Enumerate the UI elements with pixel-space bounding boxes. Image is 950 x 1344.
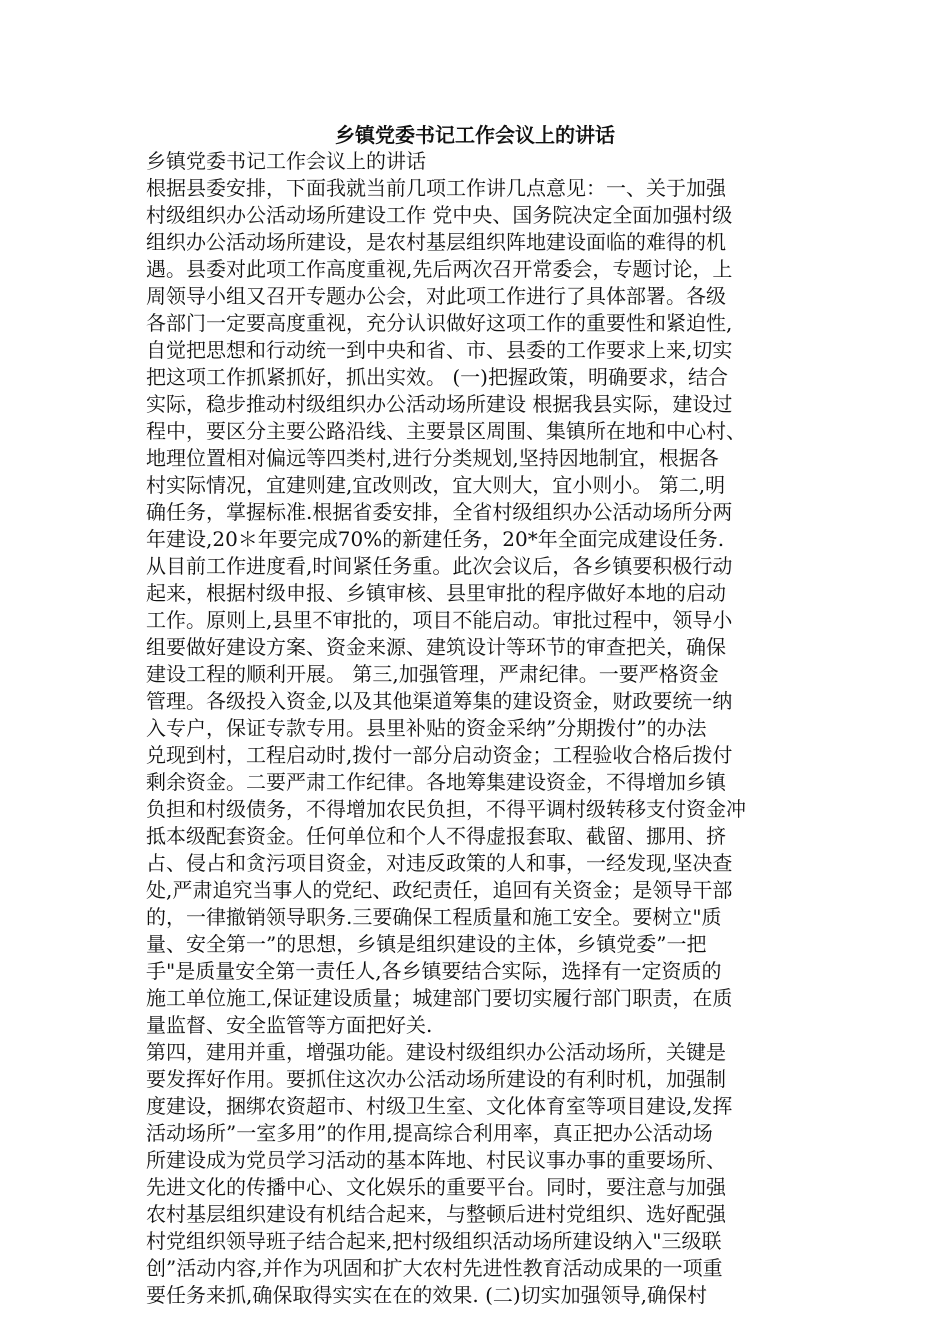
body-text-line: 剩余资金。二要严肃工作纪律。各地筹集建设资金，不得增加乡镇 (146, 770, 726, 794)
body-text-line: 量监督、安全监管等方面把好关. (146, 1013, 433, 1037)
body-text-line: 组织办公活动场所建设，是农村基层组织阵地建设面临的难得的机 (146, 230, 726, 254)
body-text-line: 建设工程的顺利开展。 第三,加强管理，严肃纪律。一要严格资金 (146, 662, 719, 686)
body-text-line: 起来，根据村级申报、乡镇审核、县里审批的程序做好本地的启动 (146, 581, 726, 605)
body-text-line: 年建设,20＊年要完成70%的新建任务，20*年全面完成建设任务. (146, 527, 725, 551)
body-text-line: 乡镇党委书记工作会议上的讲话 (146, 149, 426, 173)
body-text-line: 要任务来抓,确保取得实实在在的效果. (二)切实加强领导,确保村 (146, 1283, 708, 1307)
body-text-line: 活动场所”一室多用”的作用,提高综合利用率，真正把办公活动场 (146, 1121, 713, 1145)
body-text-line: 地理位置相对偏远等四类村,进行分类规划,坚持因地制宜，根据各 (146, 446, 719, 470)
body-text-line: 第四，建用并重，增强功能。建设村级组织办公活动场所，关键是 (146, 1040, 726, 1064)
body-text-line: 度建设，捆绑农资超市、村级卫生室、文化体育室等项目建设,发挥 (146, 1094, 733, 1118)
body-text-line: 遇。县委对此项工作高度重视,先后两次召开常委会，专题讨论，上 (146, 257, 733, 281)
body-text-line: 抵本级配套资金。任何单位和个人不得虚报套取、截留、挪用、挤 (146, 824, 726, 848)
body-text-line: 实际，稳步推动村级组织办公活动场所建设 根据我县实际，建设过 (146, 392, 733, 416)
body-text-line: 占、侵占和贪污项目资金，对违反政策的人和事，一经发现,坚决查 (146, 851, 733, 875)
body-text-line: 负担和村级债务，不得增加农民负担，不得平调村级转移支付资金冲 (146, 797, 746, 821)
body-text-line: 周领导小组又召开专题办公会，对此项工作进行了具体部署。各级 (146, 284, 726, 308)
body-text-line: 把这项工作抓紧抓好，抓出实效。 (一)把握政策，明确要求，结合 (146, 365, 728, 389)
body-text-line: 手"是质量安全第一责任人,各乡镇要结合实际，选择有一定资质的 (146, 959, 722, 983)
body-text-line: 的，一律撤销领导职务.三要确保工程质量和施工安全。要树立"质 (146, 905, 722, 929)
body-text-line: 农村基层组织建设有机结合起来，与整顿后进村党组织、选好配强 (146, 1202, 726, 1226)
body-text-line: 村实际情况，宜建则建,宜改则改，宜大则大，宜小则小。 第二,明 (146, 473, 726, 497)
body-text-line: 所建设成为党员学习活动的基本阵地、村民议事办事的重要场所、 (146, 1148, 726, 1172)
body-text-line: 根据县委安排，下面我就当前几项工作讲几点意见：一、关于加强 (146, 176, 726, 200)
body-text-line: 组要做好建设方案、资金来源、建筑设计等环节的审查把关，确保 (146, 635, 726, 659)
body-text-line: 确任务，掌握标准.根据省委安排，全省村级组织办公活动场所分两 (146, 500, 733, 524)
body-text-line: 要发挥好作用。要抓住这次办公活动场所建设的有利时机，加强制 (146, 1067, 726, 1091)
body-text-line: 施工单位施工,保证建设质量；城建部门要切实履行部门职责，在质 (146, 986, 733, 1010)
body-text-line: 工作。原则上,县里不审批的，项目不能启动。审批过程中，领导小 (146, 608, 733, 632)
document-body (146, 148, 806, 1309)
body-text-line: 村级组织办公活动场所建设工作 党中央、国务院决定全面加强村级 (146, 203, 733, 227)
body-text-line: 量、安全第一”的思想，乡镇是组织建设的主体，乡镇党委”一把 (146, 932, 707, 956)
body-text-line: 从目前工作进度看,时间紧任务重。此次会议后，各乡镇要积极行动 (146, 554, 733, 578)
body-text-line: 自觉把思想和行动统一到中央和省、市、县委的工作要求上来,切实 (146, 338, 733, 362)
body-text-line: 管理。各级投入资金,以及其他渠道筹集的建设资金，财政要统一纳 (146, 689, 733, 713)
body-text-line: 兑现到村，工程启动时,拨付一部分启动资金；工程验收合格后拨付 (146, 743, 733, 767)
body-text-line: 入专户，保证专款专用。县里补贴的资金采纳”分期拨付”的办法 (146, 716, 707, 740)
body-text-line: 先进文化的传播中心、文化娱乐的重要平台。同时，要注意与加强 (146, 1175, 726, 1199)
body-text-line: 程中，要区分主要公路沿线、主要景区周围、集镇所在地和中心村、 (146, 419, 746, 443)
body-text-line: 村党组织领导班子结合起来,把村级组织活动场所建设纳入"三级联 (146, 1229, 722, 1253)
body-text-line: 处,严肃追究当事人的党纪、政纪责任，追回有关资金；是领导干部 (146, 878, 733, 902)
document-title: 乡镇党委书记工作会议上的讲话 (335, 123, 615, 147)
body-text-line: 各部门一定要高度重视，充分认识做好这项工作的重要性和紧迫性, (146, 311, 733, 335)
body-text-line: 创”活动内容,并作为巩固和扩大农村先进性教育活动成果的一项重 (146, 1256, 723, 1280)
